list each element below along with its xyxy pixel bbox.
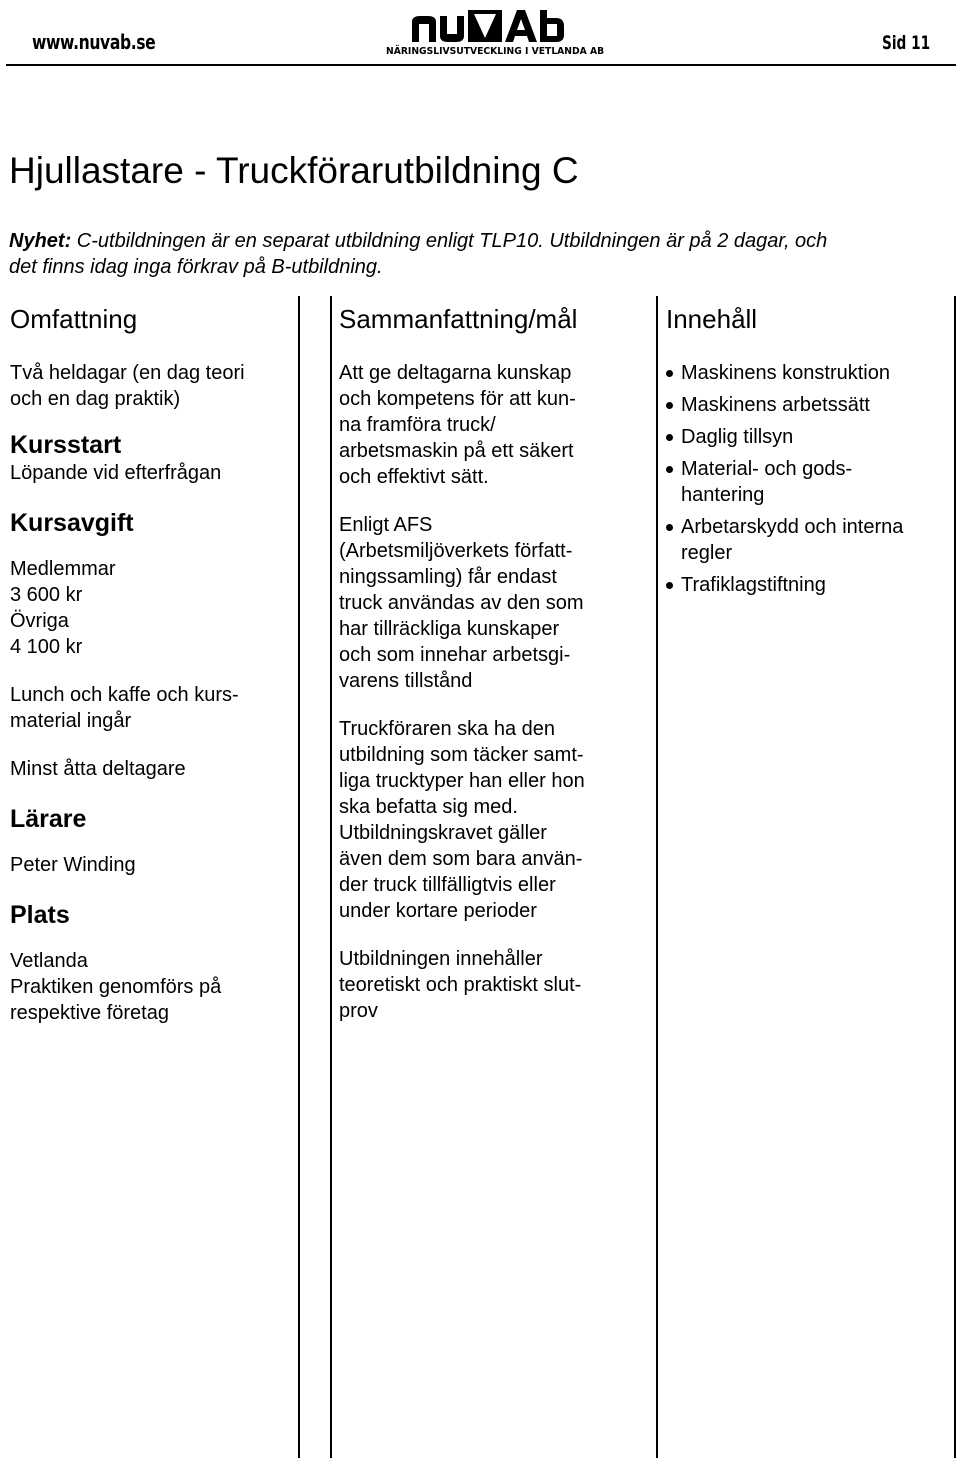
intro-text: C-utbildningen är en separat utbildning enligt TLP10. Utbildningen är på 2 dagar, och det finns idag inga förkrav på B-utbildning. bbox=[9, 230, 828, 278]
section-heading-larare: Lärare bbox=[10, 805, 87, 833]
column-divider bbox=[954, 296, 956, 1458]
column-heading: Omfattning bbox=[10, 304, 138, 334]
column-omfattning bbox=[10, 300, 290, 1026]
lunch-note: Lunch och kaffe och kurs- material ingår bbox=[10, 684, 239, 732]
course-location: Vetlanda Praktiken genomförs på respektive företag bbox=[10, 950, 222, 1024]
nuvab-logo-mark bbox=[408, 8, 568, 44]
intro-label: Nyhet: bbox=[9, 230, 72, 252]
company-logo bbox=[386, 8, 605, 60]
site-url[interactable]: www.nuvab.se bbox=[32, 30, 156, 54]
page-title: Hjullastare - Truckförarutbildning C bbox=[9, 150, 579, 191]
column-heading: Sammanfattning/mål bbox=[339, 304, 578, 334]
header-divider bbox=[6, 64, 956, 66]
bullet-icon bbox=[666, 466, 673, 473]
bullet-icon bbox=[666, 402, 673, 409]
section-heading-plats: Plats bbox=[10, 901, 70, 929]
column-innehall bbox=[666, 300, 946, 604]
column-divider bbox=[330, 296, 332, 1458]
page-number: Sid 11 bbox=[882, 32, 931, 54]
list-item: Arbetarskydd och interna regler bbox=[666, 514, 946, 566]
list-item: Maskinens konstruktion bbox=[666, 360, 946, 386]
column-divider bbox=[656, 296, 658, 1458]
list-item: Daglig tillsyn bbox=[666, 424, 946, 450]
teacher-name: Peter Winding bbox=[10, 854, 136, 876]
bullet-icon bbox=[666, 524, 673, 531]
list-item: Trafiklagstiftning bbox=[666, 572, 946, 598]
bullet-icon bbox=[666, 434, 673, 441]
content-list bbox=[666, 360, 946, 598]
course-duration: Två heldagar (en dag teori och en dag praktik) bbox=[10, 362, 245, 410]
section-heading-kursstart: Kursstart bbox=[10, 431, 122, 459]
page-header bbox=[0, 0, 960, 70]
logo-tagline: NÄRINGSLIVSUTVECKLING I VETLANDA AB bbox=[386, 46, 605, 57]
course-start: Löpande vid efterfrågan bbox=[10, 462, 222, 484]
intro-paragraph bbox=[9, 228, 849, 280]
column-heading: Innehåll bbox=[666, 304, 758, 334]
min-participants: Minst åtta deltagare bbox=[10, 758, 186, 780]
column-divider bbox=[298, 296, 300, 1458]
summary-paragraph: Enligt AFS (Arbetsmiljöverkets författ- ningssamling) får endast truck användas av den som har tillräckliga kunskaper och som innehar arbetsgi- varens tillstånd bbox=[339, 514, 584, 692]
bullet-icon bbox=[666, 582, 673, 589]
course-fees: Medlemmar 3 600 kr Övriga 4 100 kr bbox=[10, 558, 116, 658]
summary-paragraph: Utbildningen innehåller teoretiskt och praktiskt slut- prov bbox=[339, 948, 582, 1022]
column-sammanfattning bbox=[339, 300, 629, 1024]
summary-paragraph: Att ge deltagarna kunskap och kompetens för att kun- na framföra truck/ arbetsmaskin på ett säkert och effektivt sätt. bbox=[339, 362, 576, 488]
section-heading-kursavgift: Kursavgift bbox=[10, 509, 134, 537]
summary-paragraph: Truckföraren ska ha den utbildning som täcker samt- liga trucktyper han eller hon ska befatta sig med. Utbildningskravet gäller även dem som bara använ- der truck tillfälligtvis eller under kortare perioder bbox=[339, 718, 585, 922]
list-item: Maskinens arbetssätt bbox=[666, 392, 946, 418]
bullet-icon bbox=[666, 370, 673, 377]
list-item: Material- och gods- hantering bbox=[666, 456, 946, 508]
